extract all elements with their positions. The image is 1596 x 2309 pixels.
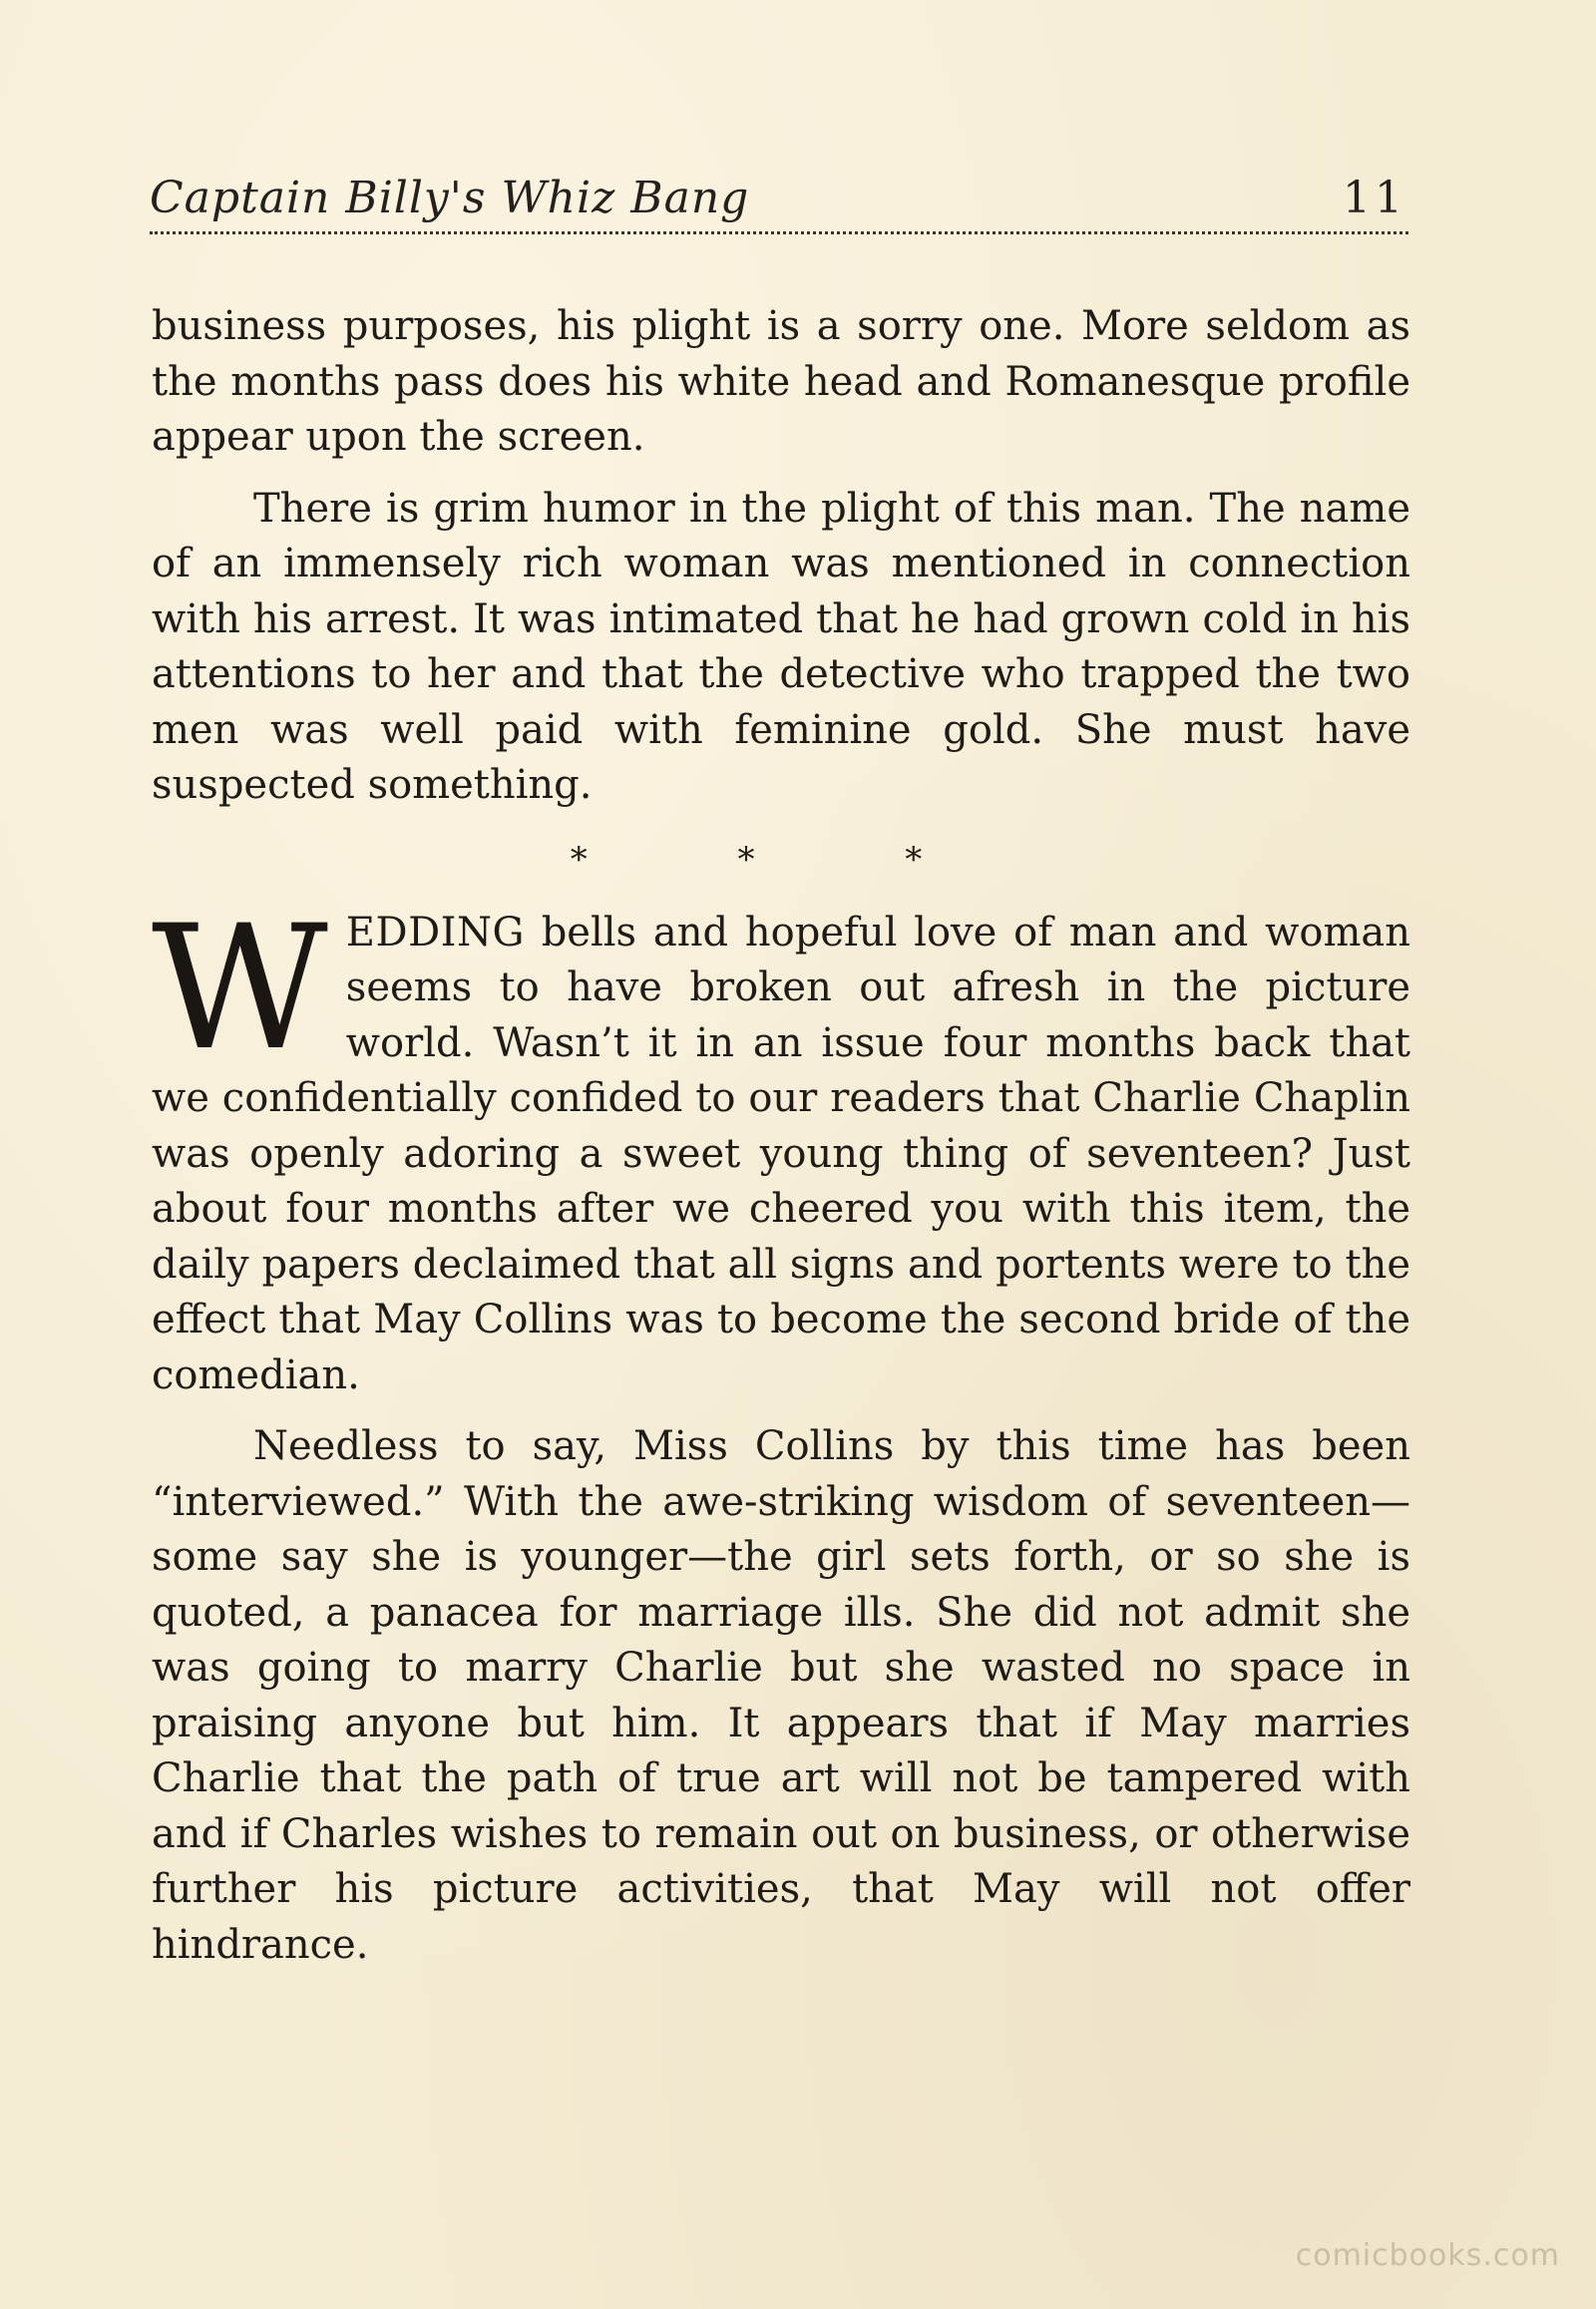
site-watermark: comicbooks.com	[1295, 2238, 1560, 2273]
article-body	[152, 299, 1410, 1973]
opening-word: EDDING	[345, 909, 525, 956]
paragraph-wedding-bells	[152, 887, 1410, 1404]
drop-cap-letter: W	[152, 887, 328, 1088]
section-separator: * * *	[570, 839, 993, 880]
paragraph-continuation: business purposes, his plight is a sorry one. More seldom as the months pass does his white head and Romanesque profile appear upon the screen.	[152, 303, 1410, 460]
running-header	[150, 170, 1408, 234]
paragraph-interview: Needless to say, Miss Collins by this time has been “interviewed.” With the awe-striking wisdom of seventeen—some say she is younger—the girl sets forth, or so she is quoted, a panacea for marriage ills. She did not admit she was going to marry Charlie but she wasted no space in praising anyone but him. It appears that if May marries Charlie that the path of true art will not be tampered with and if Charles wishes to remain out on business, or otherwise further his picture activities, that May will not offer hindrance.	[152, 1423, 1410, 1968]
magazine-title: Captain Billy's Whiz Bang	[150, 173, 750, 223]
paragraph-wedding-text: bells and hopeful love of man and woman seems to have broken out afresh in the picture world. Wasn’t it in an issue four months back that we confidentially confided to our readers that Charlie Chaplin was openly adoring a sweet young thing of seventeen? Just about four months after we cheered you with this item, the daily papers declaimed that all signs and portents were to the effect that May Collins was to become the second bride of the comedian.	[152, 909, 1410, 1398]
paragraph-grim-humor: There is grim humor in the plight of this man. The name of an immensely rich woman was mentioned in connection with his arrest. It was intimated that he had grown cold in his attentions to her and that the detective who trapped the two men was well paid with feminine gold. She must have suspected something.	[152, 485, 1410, 808]
page-number: 11	[1343, 173, 1406, 223]
